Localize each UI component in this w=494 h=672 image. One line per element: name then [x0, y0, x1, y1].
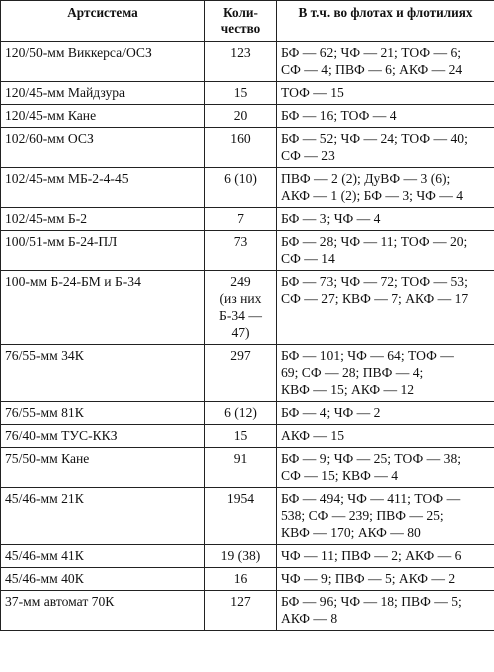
cell-count: 16: [205, 568, 277, 591]
table-row: [1, 231, 494, 271]
cell-fleets: БФ — 96; ЧФ — 18; ПВФ — 5; АКФ — 8: [277, 591, 494, 631]
cell-fleets: ТОФ — 15: [277, 82, 494, 105]
cell-count: 15: [205, 82, 277, 105]
cell-system: 102/45-мм МБ-2-4-45: [1, 168, 205, 208]
cell-count: 20: [205, 105, 277, 128]
cell-count: 160: [205, 128, 277, 168]
cell-fleets: БФ — 4; ЧФ — 2: [277, 402, 494, 425]
cell-system: 100-мм Б-24-БМ и Б-34: [1, 271, 205, 345]
header-row: [1, 1, 494, 42]
cell-system: 102/45-мм Б-2: [1, 208, 205, 231]
cell-count: 15: [205, 425, 277, 448]
cell-system: 45/46-мм 41К: [1, 545, 205, 568]
cell-fleets: АКФ — 15: [277, 425, 494, 448]
cell-system: 45/46-мм 40К: [1, 568, 205, 591]
cell-fleets: ЧФ — 9; ПВФ — 5; АКФ — 2: [277, 568, 494, 591]
table-row: [1, 105, 494, 128]
table-row: [1, 402, 494, 425]
table-row: [1, 82, 494, 105]
cell-system: 100/51-мм Б-24-ПЛ: [1, 231, 205, 271]
cell-system: 45/46-мм 21К: [1, 488, 205, 545]
cell-system: 102/60-мм ОСЗ: [1, 128, 205, 168]
cell-system: 120/50-мм Виккерса/ОСЗ: [1, 42, 205, 82]
cell-count: 1954: [205, 488, 277, 545]
cell-fleets: БФ — 62; ЧФ — 21; ТОФ — 6; СФ — 4; ПВФ — 6; АКФ — 24: [277, 42, 494, 82]
header-fleets: В т.ч. во флотах и флотилиях: [277, 1, 494, 42]
cell-count: 249 (из них Б-34 — 47): [205, 271, 277, 345]
table-row: [1, 591, 494, 631]
header-system: Артсистема: [1, 1, 205, 42]
table-row: [1, 271, 494, 345]
table-row: [1, 128, 494, 168]
cell-system: 37-мм автомат 70К: [1, 591, 205, 631]
cell-system: 120/45-мм Майдзура: [1, 82, 205, 105]
cell-count: 127: [205, 591, 277, 631]
header-count: Коли- чество: [205, 1, 277, 42]
cell-count: 6 (10): [205, 168, 277, 208]
cell-fleets: БФ — 28; ЧФ — 11; ТОФ — 20; СФ — 14: [277, 231, 494, 271]
cell-fleets: ПВФ — 2 (2); ДуВФ — 3 (6); АКФ — 1 (2); БФ — 3; ЧФ — 4: [277, 168, 494, 208]
table-row: [1, 168, 494, 208]
cell-system: 120/45-мм Кане: [1, 105, 205, 128]
cell-count: 91: [205, 448, 277, 488]
cell-fleets: ЧФ — 11; ПВФ — 2; АКФ — 6: [277, 545, 494, 568]
cell-fleets: БФ — 494; ЧФ — 411; ТОФ — 538; СФ — 239; ПВФ — 25; КВФ — 170; АКФ — 80: [277, 488, 494, 545]
cell-fleets: БФ — 9; ЧФ — 25; ТОФ — 38; СФ — 15; КВФ — 4: [277, 448, 494, 488]
table-row: [1, 448, 494, 488]
table-row: [1, 545, 494, 568]
cell-fleets: БФ — 3; ЧФ — 4: [277, 208, 494, 231]
table-row: [1, 425, 494, 448]
cell-count: 6 (12): [205, 402, 277, 425]
table-body: [1, 42, 494, 631]
cell-system: 76/55-мм 81К: [1, 402, 205, 425]
cell-count: 123: [205, 42, 277, 82]
cell-count: 7: [205, 208, 277, 231]
cell-fleets: БФ — 73; ЧФ — 72; ТОФ — 53; СФ — 27; КВФ — 7; АКФ — 17: [277, 271, 494, 345]
cell-fleets: БФ — 16; ТОФ — 4: [277, 105, 494, 128]
table-row: [1, 208, 494, 231]
table-row: [1, 42, 494, 82]
table-row: [1, 488, 494, 545]
cell-count: 297: [205, 345, 277, 402]
cell-count: 19 (38): [205, 545, 277, 568]
cell-system: 75/50-мм Кане: [1, 448, 205, 488]
cell-count: 73: [205, 231, 277, 271]
table-row: [1, 345, 494, 402]
cell-system: 76/40-мм ТУС-ККЗ: [1, 425, 205, 448]
cell-system: 76/55-мм 34К: [1, 345, 205, 402]
cell-fleets: БФ — 101; ЧФ — 64; ТОФ — 69; СФ — 28; ПВФ — 4; КВФ — 15; АКФ — 12: [277, 345, 494, 402]
table-row: [1, 568, 494, 591]
cell-fleets: БФ — 52; ЧФ — 24; ТОФ — 40; СФ — 23: [277, 128, 494, 168]
